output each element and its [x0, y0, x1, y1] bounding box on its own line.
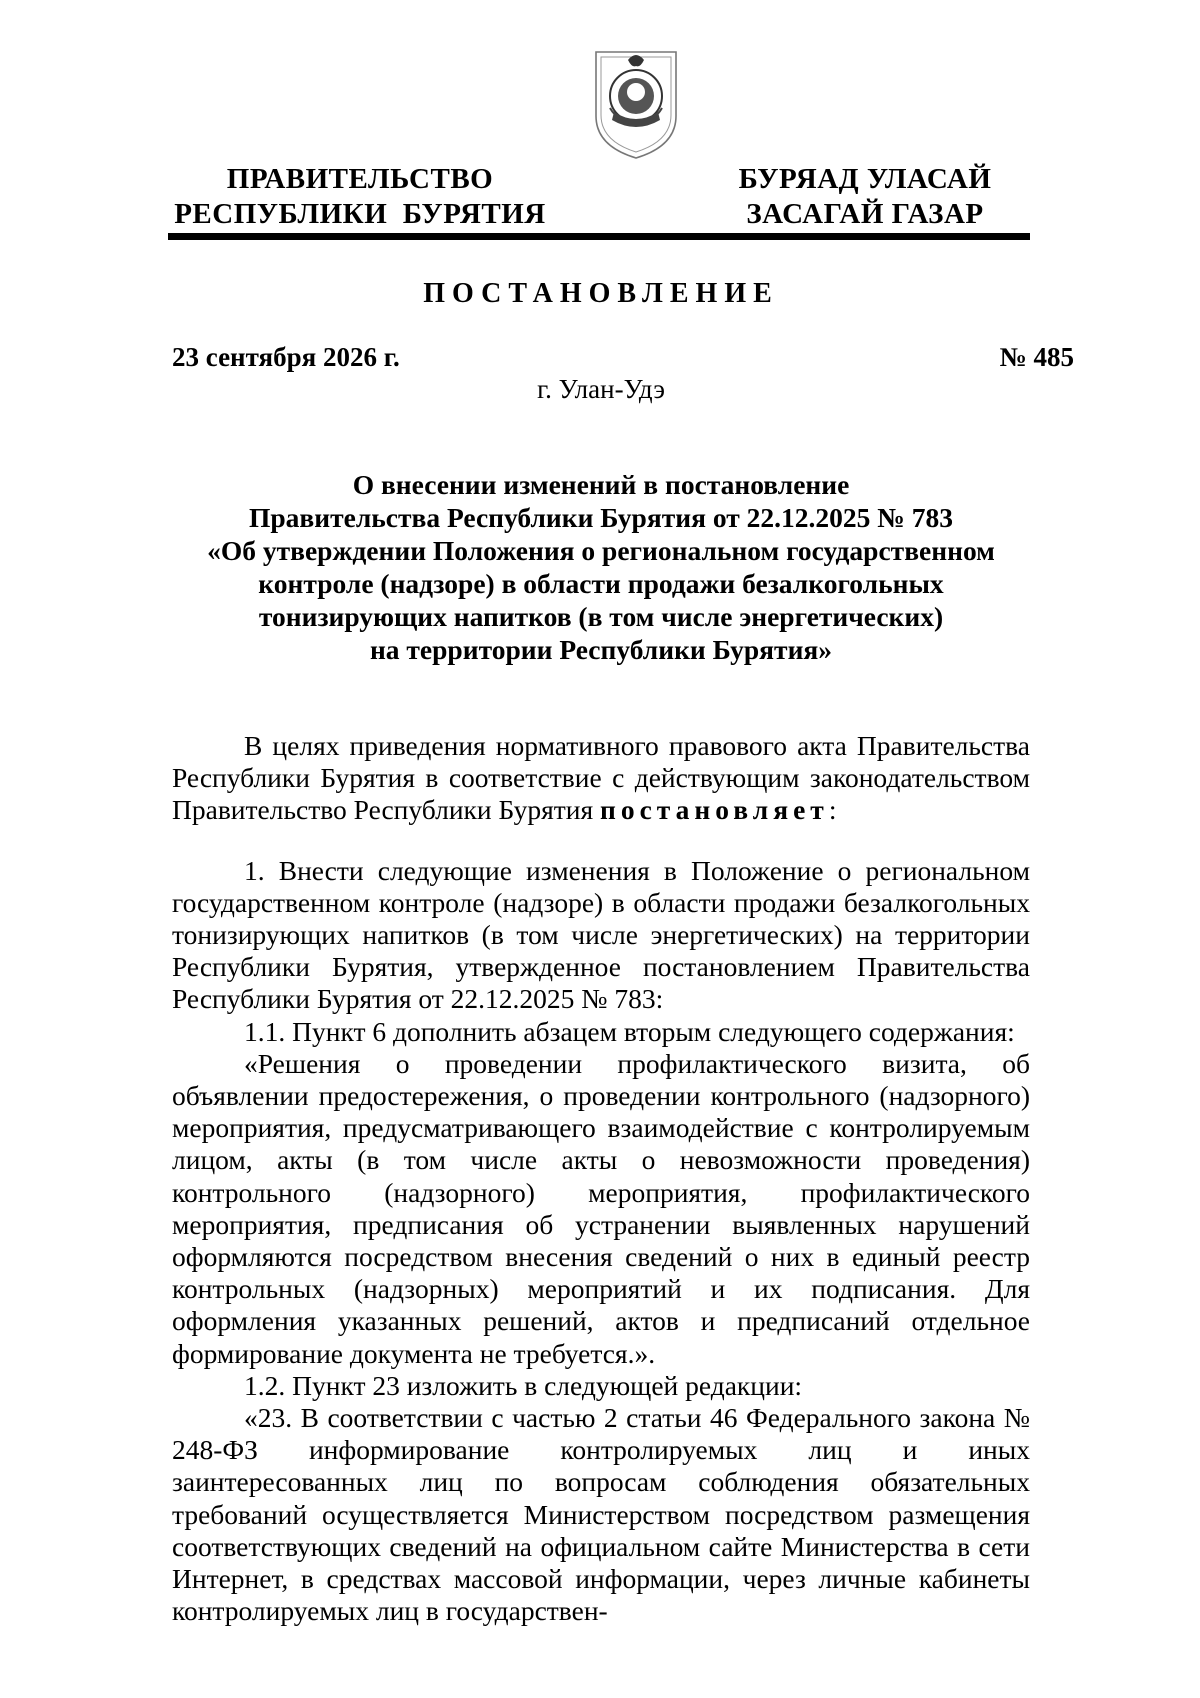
subject-line: на территории Республики Бурятия» — [369, 634, 833, 665]
decree-colon: : — [828, 794, 837, 826]
coat-of-arms-emblem — [588, 46, 684, 162]
government-name-buryat — [700, 162, 1030, 232]
decree-word: постановляет — [600, 794, 829, 826]
header-right-line2: ЗАСАГАЙ ГАЗАР — [746, 198, 984, 230]
subject-line: контроле (надзоре) в области продажи безалкогольных — [258, 568, 944, 599]
paragraph-1-2: 1.2. Пункт 23 изложить в следующей редакции: — [244, 1369, 803, 1401]
header-left-line2: РЕСПУБЛИКИ БУРЯТИЯ — [174, 198, 546, 230]
subject-line: Правительства Республики Бурятия от 22.12.2025 № 783 — [248, 502, 953, 533]
document-date: 23 сентября 2026 г. — [172, 342, 400, 372]
subject-line: «Об утверждении Положения о региональном государственном — [207, 535, 995, 566]
paragraph-1-1: 1.1. Пункт 6 дополнить абзацем вторым следующего содержания: — [244, 1015, 1015, 1047]
header-right-line1: БУРЯАД УЛАСАЙ — [738, 163, 992, 195]
paragraph-1: 1. Внести следующие изменения в Положение о региональном государственном контроле (надзоре) в области продажи безалкогольных тонизирующих напитков (в том числе энергетических) на территории Республики Бурятия, утвержденное постановлением Правительства Республики Бурятия от 22.12.2025 № 783: — [172, 854, 1030, 1015]
document-subject — [170, 468, 1032, 666]
subject-line: О внесении изменений в постановление — [352, 469, 850, 500]
document-body — [172, 730, 1030, 1627]
header-left-line1: ПРАВИТЕЛЬСТВО — [226, 163, 494, 195]
preamble-paragraph — [172, 730, 1030, 827]
government-name-russian — [170, 162, 550, 232]
paragraph-1-1-text: «Решения о проведении профилактического визита, об объявлении предостережения, о проведении контрольного (надзорного) мероприятия, предусматривающего взаимодействие с контролируемым лицом, акты (в том числе акты о невозможности проведения) контрольного (надзорного) мероприятия, профилактического мероприятия, предписания об устранении выявленных нарушений оформляются посредством внесения сведений о них в единый реестр контрольных (надзорных) мероприятий и их подписания. Для оформления указанных решений, актов и предписаний отдельное формирование документа не требуется.». — [172, 1047, 1030, 1369]
document-type: ПОСТАНОВЛЕНИЕ — [423, 278, 779, 309]
preamble-text: В целях приведения нормативного правового акта Правительства Республики Бурятия в соответствие с действующим законодательством Правительство Республики Бурятия — [172, 730, 1030, 826]
subject-line: тонизирующих напитков (в том числе энергетических) — [258, 601, 944, 632]
document-city: г. Улан-Удэ — [537, 374, 665, 404]
header-divider — [168, 233, 1030, 240]
paragraph-1-2-text: «23. В соответствии с частью 2 статьи 46 Федерального закона № 248-ФЗ информирование контролируемых лиц и иных заинтересованных лиц по вопросам соблюдения обязательных требований осуществляется Министерством посредством размещения соответствующих сведений на официальном сайте Министерства в сети Интернет, в средствах массовой информации, через личные кабинеты контролируемых лиц в государствен- — [172, 1402, 1030, 1627]
document-number: № 485 — [999, 342, 1074, 372]
